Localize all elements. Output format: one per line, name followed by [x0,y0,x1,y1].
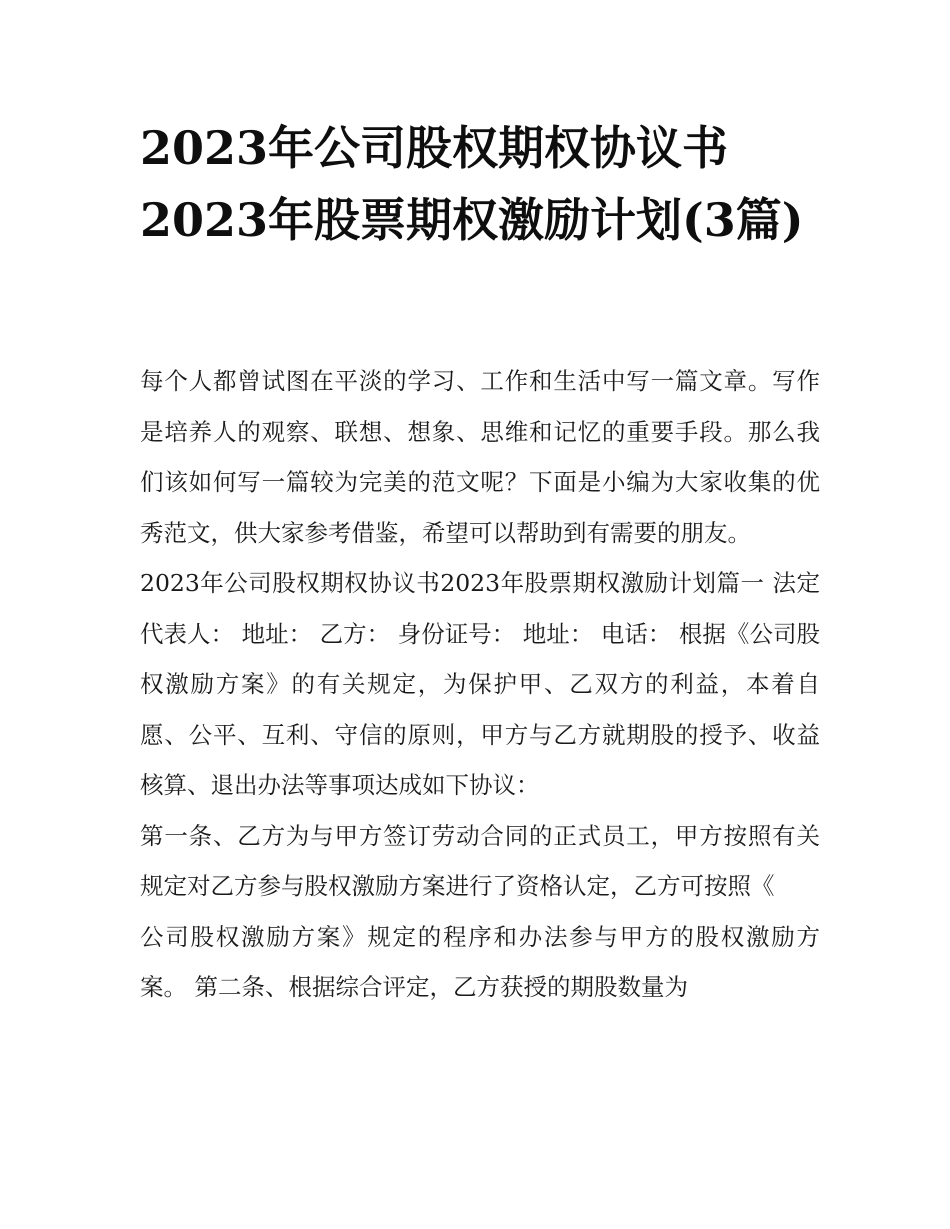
agreement-preamble-paragraph: 2023年公司股权期权协议书2023年股票期权激励计划篇一 法定代表人： 地址： 乙方： 身份证号： 地址： 电话： 根据《公司股权激励方案》的有关规定，为保护甲、乙双方的利益，本着自愿、公平、互利、守信的原则，甲方与乙方就期股的授予、收益核算、退出办法等事项达成如下协议： [140,569,820,799]
article-one-paragraph: 第一条、乙方为与甲方签订劳动合同的正式员工，甲方按照有关规定对乙方参与股权激励方案进行了资格认定，乙方可按照《 [140,821,820,900]
document-body [140,356,820,1013]
intro-paragraph: 每个人都曾试图在平淡的学习、工作和生活中写一篇文章。写作是培养人的观察、联想、想象、思维和记忆的重要手段。那么我们该如何写一篇较为完美的范文呢？下面是小编为大家收集的优秀范文，供大家参考借鉴，希望可以帮助到有需要的朋友。 [140,367,820,547]
document-title: 2023年公司股权期权协议书2023年股票期权激励计划(3篇) [140,121,804,247]
article-one-continued-paragraph: 公司股权激励方案》规定的程序和办法参与甲方的股权激励方案。 第二条、根据综合评定，乙方获授的期股数量为 [140,922,820,1001]
